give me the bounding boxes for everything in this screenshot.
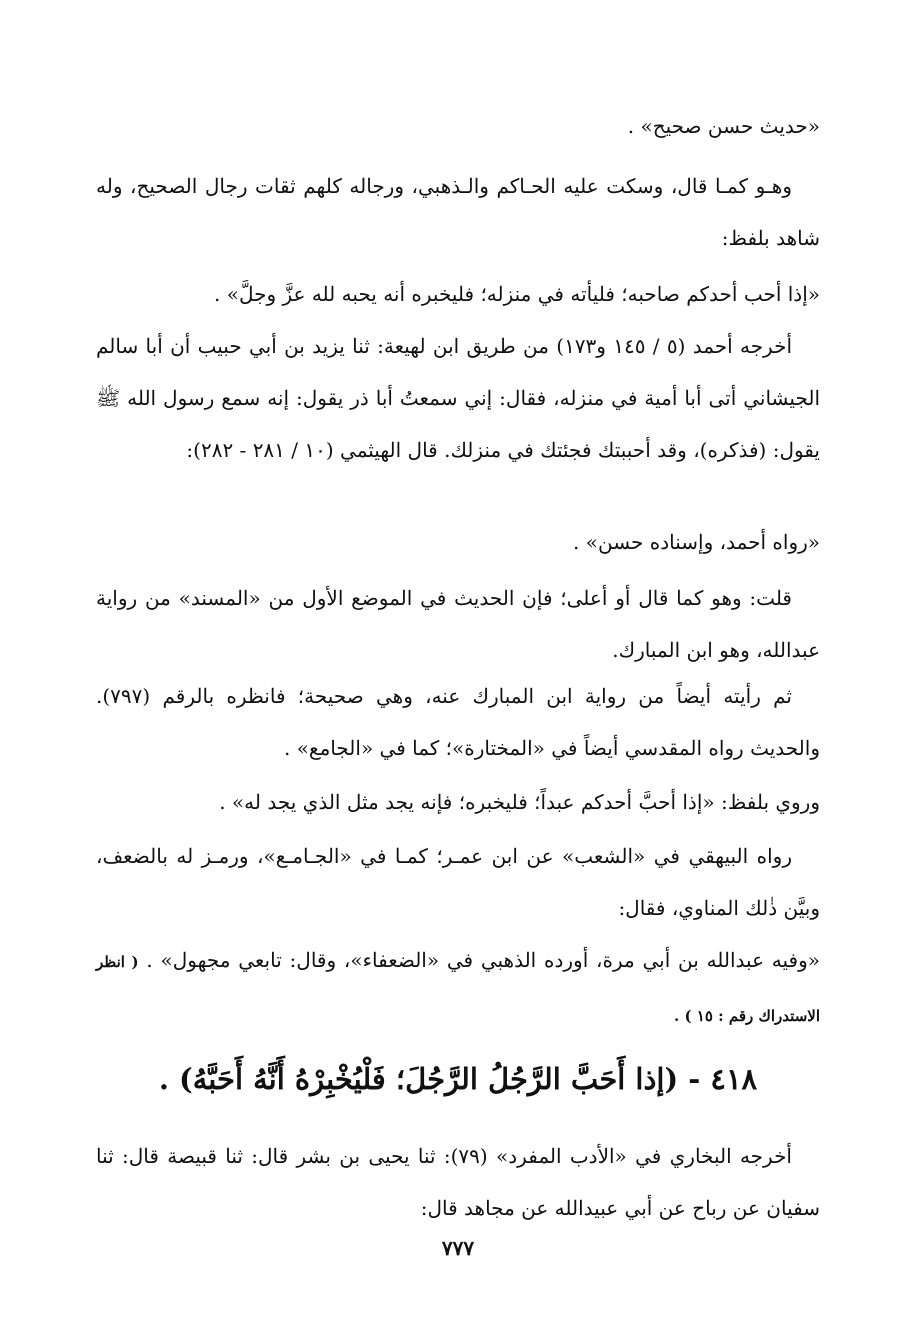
hadith-heading: ٤١٨ - (إذا أَحَبَّ الرَّجُلُ الرَّجُلَ؛ فَلْيُخْبِرْهُ أَنَّهُ أَحَبَّهُ) .	[158, 1062, 758, 1096]
paragraph-8: وروي بلفظ: «إذا أحبَّ أحدكم عبداً؛ فليخبره؛ فإنه يجد مثل الذي يجد له» .	[219, 790, 820, 814]
paragraph-9: رواه البيهقي في «الشعب» عن ابن عمـر؛ كمـا في «الجـامـع»، ورمـز له بالضعف، وبيَّن ذٰلك المناوي، فقال:	[96, 844, 820, 920]
paragraph-1: «حديث حسن صحيح» .	[627, 114, 820, 138]
paragraph-11: أخرجه البخاري في «الأدب المفرد» (٧٩): ثنا يحيى بن بشر قال: ثنا قبيصة قال: ثنا سفيان عن رباح عن أبي عبيدالله عن مجاهد قال:	[96, 1144, 820, 1220]
page-number: ٧٧٧	[441, 1236, 475, 1260]
paragraph-3: «إذا أحب أحدكم صاحبه؛ فليأته في منزله؛ فليخبره أنه يحبه لله عزَّ وجلَّ» .	[214, 282, 820, 306]
istidrak-reference: ( انظر الاستدراك رقم : ١٥ ) .	[96, 953, 820, 1025]
paragraph-10	[96, 934, 820, 1042]
paragraph-10-text: «وفيه عبدالله بن أبي مرة، أورده الذهبي في «الضعفاء»، وقال: تابعي مجهول» .	[146, 948, 820, 972]
paragraph-2: وهـو كمـا قال، وسكت عليه الحـاكم والـذهبي، ورجاله كلهم ثقات رجال الصحيح، وله شاهد بلفظ:	[96, 174, 820, 250]
paragraph-4: أخرجه أحمد (٥ / ١٤٥ و١٧٣) من طريق ابن لهيعة: ثنا يزيد بن أبي حبيب أن أبا سالم الجيشاني أتى أبا أمية في منزله، فقال: إني سمعتُ أبا ذر يقول: إنه سمع رسول الله ﷺ يقول: (فذكره)، وقد أحببتك فجئتك في منزلك. قال الهيثمي (١٠ / ٢٨١ - ٢٨٢):	[96, 334, 820, 462]
paragraph-6: قلت: وهو كما قال أو أعلى؛ فإن الحديث في الموضع الأول من «المسند» من رواية عبدالله، وهو ابن المبارك.	[96, 586, 820, 662]
paragraph-7: ثم رأيته أيضاً من رواية ابن المبارك عنه، وهي صحيحة؛ فانظره بالرقم (٧٩٧). والحديث رواه المقدسي أيضاً في «المختارة»؛ كما في «الجامع» .	[96, 684, 820, 760]
paragraph-5: «رواه أحمد، وإسناده حسن» .	[573, 530, 820, 554]
